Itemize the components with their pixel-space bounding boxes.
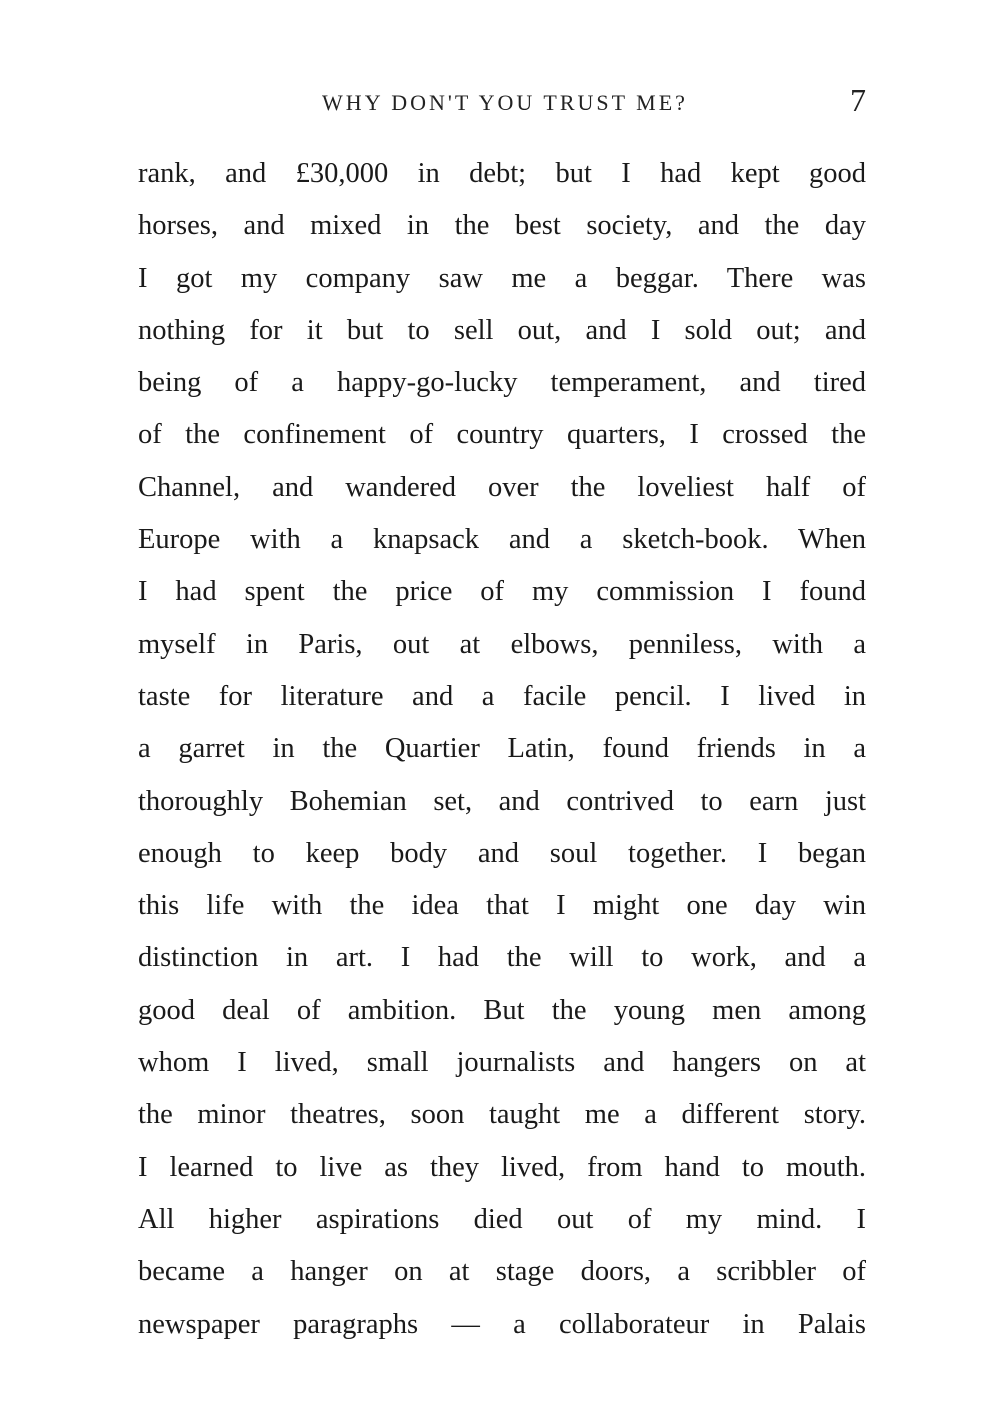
text-line: Europe with a knapsack and a sketch-book. When bbox=[138, 524, 866, 556]
text-line: newspaper paragraphs — a collaborateur in Palais bbox=[138, 1308, 866, 1340]
text-line: Channel, and wandered over the loveliest half of bbox=[138, 471, 866, 503]
text-line: enough to keep body and soul together. I began bbox=[138, 837, 866, 869]
text-line: good deal of ambition. But the young men among bbox=[138, 994, 866, 1026]
text-line: became a hanger on at stage doors, a scribbler of bbox=[138, 1256, 866, 1288]
running-title: WHY DON'T YOU TRUST ME? bbox=[322, 90, 688, 115]
text-line: a garret in the Quartier Latin, found friends in a bbox=[138, 733, 866, 765]
text-line: whom I lived, small journalists and hangers on at bbox=[138, 1047, 866, 1079]
text-line: I learned to live as they lived, from hand to mouth. bbox=[138, 1151, 866, 1183]
text-line: this life with the idea that I might one day win bbox=[138, 890, 866, 922]
page-number: 7 bbox=[850, 82, 866, 118]
running-head bbox=[140, 82, 870, 122]
text-line: thoroughly Bohemian set, and contrived to earn just bbox=[138, 785, 866, 817]
body-text bbox=[138, 148, 866, 1351]
text-line: the minor theatres, soon taught me a different story. bbox=[138, 1099, 866, 1131]
text-line: being of a happy-go-lucky temperament, and tired bbox=[138, 367, 866, 399]
text-line: I got my company saw me a beggar. There was bbox=[138, 262, 866, 294]
text-line: horses, and mixed in the best society, and the day bbox=[138, 210, 866, 242]
text-line: of the confinement of country quarters, I crossed the bbox=[138, 419, 866, 451]
text-line: I had spent the price of my commission I found bbox=[138, 576, 866, 608]
text-line: All higher aspirations died out of my mind. I bbox=[138, 1203, 866, 1235]
text-line: myself in Paris, out at elbows, penniless, with a bbox=[138, 628, 866, 660]
text-line: taste for literature and a facile pencil. I lived in bbox=[138, 680, 866, 712]
text-line: nothing for it but to sell out, and I sold out; and bbox=[138, 314, 866, 346]
text-line: distinction in art. I had the will to work, and a bbox=[138, 942, 866, 974]
text-line: rank, and £30,000 in debt; but I had kept good bbox=[138, 158, 866, 189]
